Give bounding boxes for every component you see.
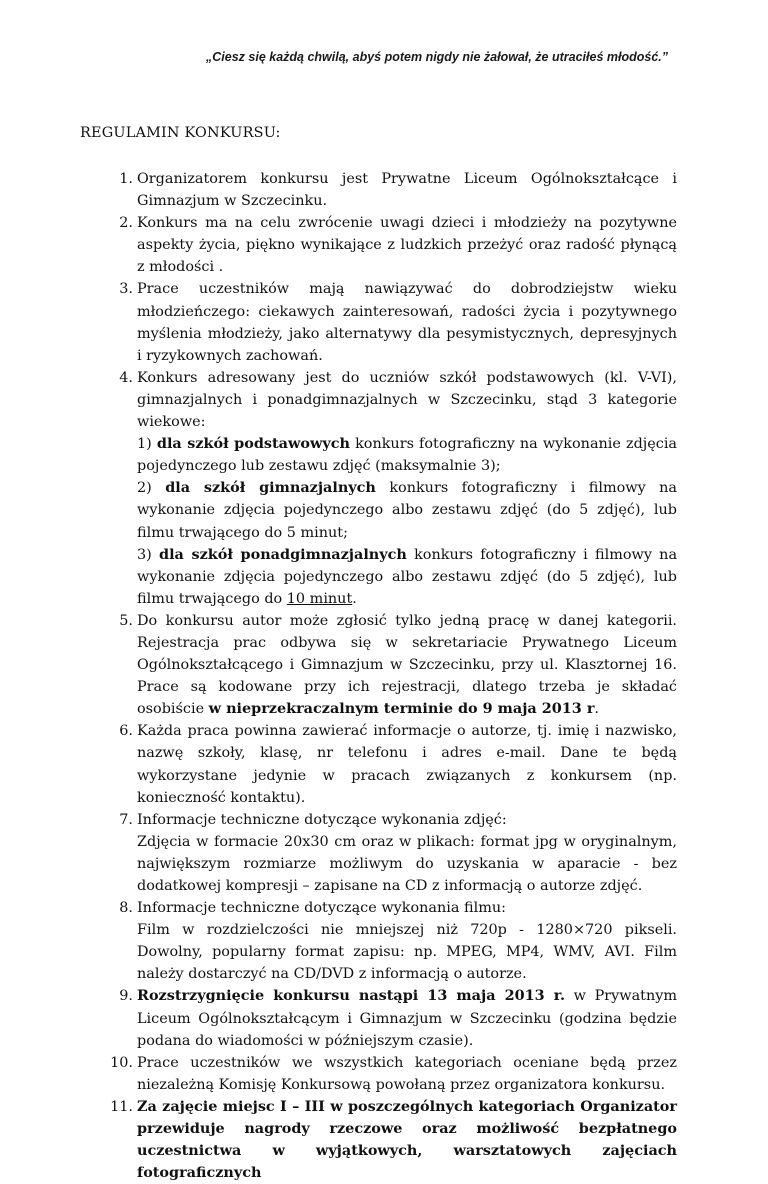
sentence-end: .: [594, 701, 599, 718]
sentence-end: .: [352, 590, 357, 607]
motto-quote: „Ciesz się każdą chwilą, abyś potem nigdy nie żałował, że utraciłeś młodość.”: [206, 50, 668, 64]
rule-item-3: [119, 278, 677, 366]
rule-text: Konkurs adresowany jest do uczniów szkół podstawowych (kl. V-VI), gimnazjalnych i ponadgimnazjalnych w Szczecinku, stąd 3 kategorie wiekowe:: [137, 369, 677, 431]
rule-text: Informacje techniczne dotyczące wykonania zdjęć:: [137, 811, 507, 828]
rule-item-2: [119, 212, 677, 278]
rule-number: 5.: [119, 612, 133, 629]
regulation-title: REGULAMIN KONKURSU:: [80, 125, 281, 141]
rule-text: w Prywatnym Liceum Ogólnokształcącym i Gimnazjum w Szczecinku (godzina będzie podana do wiadomości w późniejszym czasie).: [137, 988, 677, 1049]
rule-text: Prace uczestników mają nawiązywać do dobrodziejstw wieku młodzieńczego: ciekawych zainteresowań, radości życia i pozytywnego myślenia młodzieży, jako alternatywy dla pesymistycznych, depresyjnych i ryzykownych zachowań.: [137, 281, 677, 364]
film-specs: Film w rozdzielczości nie mniejszej niż 720p - 1280×720 pikseli. Dowolny, popularny format zapisu: np. MPEG, MP4, WMV, AVI. Film należy dostarczyć na CD/DVD z informacją o autorze.: [137, 922, 677, 983]
rule-item-5: [119, 610, 677, 720]
rule-number: 7.: [119, 811, 133, 828]
rule-item-1: [119, 168, 677, 212]
rule-number: 6.: [119, 723, 133, 740]
rule-text: Konkurs ma na celu zwrócenie uwagi dzieci i młodzieży na pozytywne aspekty życia, piękno wynikające z ludzkich przeżyć oraz radość płynącą z młodości .: [137, 215, 677, 276]
rule-item-8: [119, 897, 677, 985]
rule-text: Prace uczestników we wszystkich kategoriach oceniane będą przez niezależną Komisję Konkursową powołaną przez organizatora konkursu.: [137, 1054, 677, 1093]
rule-item-6: [119, 720, 677, 808]
category-number: 2): [137, 480, 152, 497]
rule-text: Każda praca powinna zawierać informacje o autorze, tj. imię i nazwisko, nazwę szkoły, klasę, nr telefonu i adres e-mail. Dane te będą wykorzystane jedynie w pracach związanych z konkursem (np. konieczność kontaktu).: [137, 723, 677, 806]
rule-number: 4.: [119, 369, 133, 386]
rule-number: 9.: [119, 988, 133, 1005]
rule-number: 3.: [119, 281, 133, 298]
rule-text: Informacje techniczne dotyczące wykonania filmu:: [137, 900, 506, 917]
rules-list: [0, 168, 768, 1184]
rule-number: 1.: [119, 171, 133, 187]
category-number: 1): [137, 436, 152, 453]
duration-limit: 10 minut: [286, 590, 353, 607]
result-date: Rozstrzygnięcie konkursu nastąpi 13 maja 2013 r.: [137, 987, 565, 1005]
category-name: dla szkół podstawowych: [156, 435, 350, 453]
prizes-text: Za zajęcie miejsc I – III w poszczególnych kategoriach Organizator przewiduje nagrody rzeczowe oraz możliwość bezpłatnego uczestnictwa w wyjątkowych, warsztatowych zajęciach fotograficznych: [137, 1097, 677, 1182]
rule-item-10: [110, 1052, 677, 1096]
rule-item-4: [119, 367, 678, 610]
category-name: dla szkół gimnazjalnych: [165, 479, 376, 497]
category-upper-secondary: [137, 544, 677, 610]
rule-item-11: [110, 1096, 677, 1184]
rule-number: 8.: [119, 900, 133, 917]
category-lower-secondary: [137, 477, 677, 543]
rule-number: 11.: [110, 1098, 133, 1115]
rule-text: Organizatorem konkursu jest Prywatne Liceum Ogólnokształcące i Gimnazjum w Szczecinku.: [137, 171, 677, 210]
rule-item-7: [119, 809, 677, 897]
category-text: konkurs fotograficzny i filmowy na wykonanie zdjęcia pojedynczego albo zestawu zdjęć (do 5 zdjęć), lub filmu trwającego do: [137, 546, 678, 607]
rule-number: 10.: [110, 1054, 133, 1071]
category-name: dla szkół ponadgimnazjalnych: [159, 545, 407, 563]
rule-text: Do konkursu autor może zgłosić tylko jedną pracę w danej kategorii. Rejestracja prac odbywa się w sekretariacie Prywatnego Liceum Ogólnokształcącego i Gimnazjum w Szczecinku, przy ul. Klasztornej 16. Prace są kodowane przy ich rejestracji, dlatego trzeba je składać osobiście: [137, 612, 677, 718]
category-number: 3): [137, 546, 152, 563]
category-primary: [137, 433, 677, 477]
category-text: konkurs fotograficzny i filmowy na wykonanie zdjęcia pojedynczego albo zestawu zdjęć (do 5 zdjęć), lub filmu trwającego do 5 minut;: [137, 480, 678, 541]
rule-number: 2.: [119, 215, 133, 232]
rule-item-9: [119, 985, 677, 1051]
photo-specs: Zdjęcia w formacie 20x30 cm oraz w plikach: format jpg w oryginalnym, największym rozmiarze możliwym do uzyskania w aparacie - bez dodatkowej kompresji – zapisane na CD z informacją o autorze zdjęć.: [137, 833, 677, 894]
deadline-text: w nieprzekraczalnym terminie do 9 maja 2013 r: [208, 700, 595, 718]
category-text: konkurs fotograficzny na wykonanie zdjęcia pojedynczego lub zestawu zdjęć (maksymalnie 3);: [137, 436, 678, 475]
